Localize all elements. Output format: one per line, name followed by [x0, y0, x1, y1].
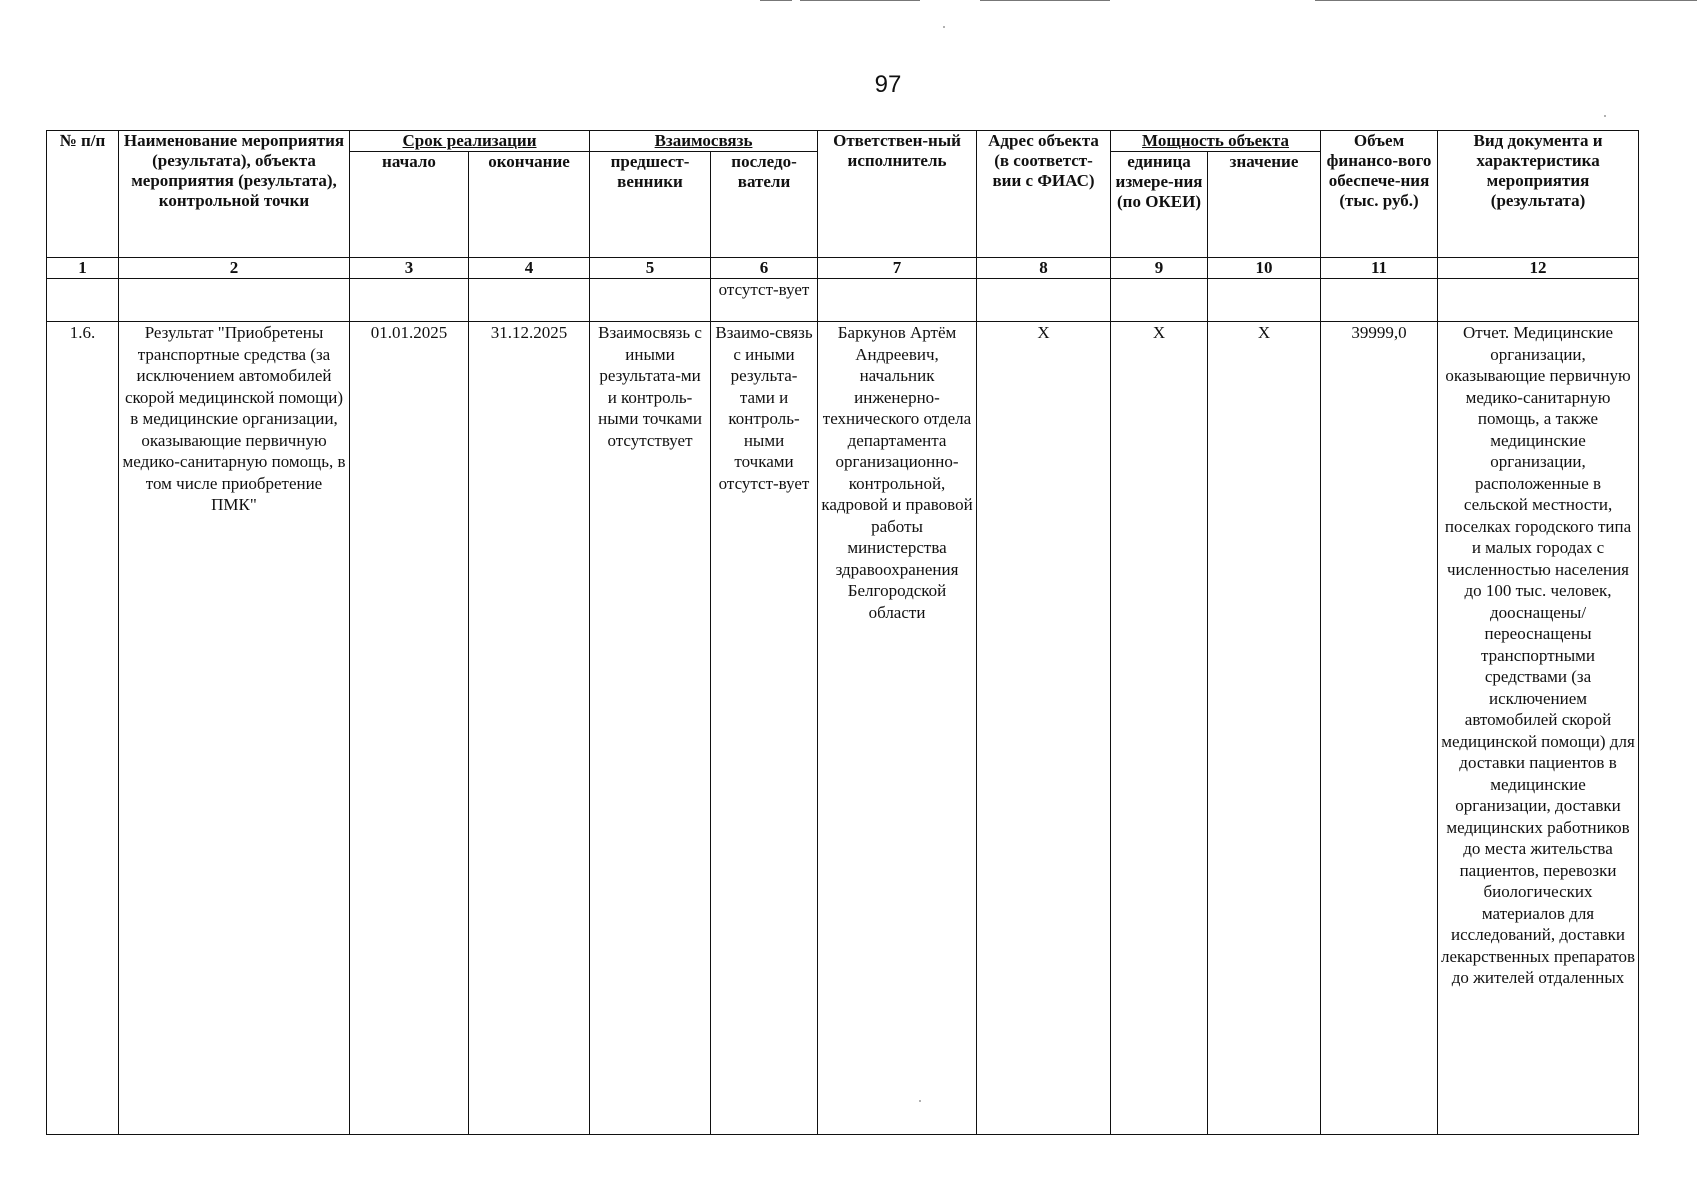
scan-top-rule [980, 0, 1110, 1]
column-number: 3 [350, 258, 469, 279]
cell-address: X [977, 322, 1111, 1135]
column-number: 7 [818, 258, 977, 279]
column-number: 8 [977, 258, 1111, 279]
header-term-start: начало [350, 152, 469, 258]
header-finance: Объем финансо-вого обеспече-ния (тыс. руб.) [1321, 131, 1438, 258]
header-name: Наименование мероприятия (результата), объекта мероприятия (результата), контрольной точки [119, 131, 350, 258]
cell-start: 01.01.2025 [350, 322, 469, 1135]
header-link-group: Взаимосвязь [590, 131, 818, 152]
column-number: 6 [711, 258, 818, 279]
column-number: 12 [1438, 258, 1639, 279]
cell-empty [590, 279, 711, 322]
scan-speck [943, 26, 945, 28]
cell-empty [1321, 279, 1438, 322]
cell-link-prev: Взаимосвязь с иными результата-ми и контроль-ными точками отсутствует [590, 322, 711, 1135]
cell-finance: 39999,0 [1321, 322, 1438, 1135]
column-number: 5 [590, 258, 711, 279]
scan-top-rule [800, 0, 920, 1]
cell-empty [1208, 279, 1321, 322]
page-number: 97 [874, 71, 902, 98]
cell-empty [119, 279, 350, 322]
cell-empty [1111, 279, 1208, 322]
header-responsible: Ответствен-ный исполнитель [818, 131, 977, 258]
cell-end: 31.12.2025 [469, 322, 590, 1135]
header-link-prev: предшест-венники [590, 152, 711, 258]
column-number: 10 [1208, 258, 1321, 279]
cell-empty [818, 279, 977, 322]
column-number-row [47, 258, 1639, 279]
column-number: 11 [1321, 258, 1438, 279]
table-row [47, 322, 1639, 1135]
header-doc-type: Вид документа и характеристика мероприятия (результата) [1438, 131, 1639, 258]
cell-empty [1438, 279, 1639, 322]
cell-empty [977, 279, 1111, 322]
scan-speck [1604, 115, 1606, 117]
activity-table [46, 130, 1639, 1135]
header-address: Адрес объекта (в соответст-вии с ФИАС) [977, 131, 1111, 258]
cell-name: Результат "Приобретены транспортные средства (за исключением автомобилей скорой медицинской помощи) в медицинские организации, оказывающие первичную медико-санитарную помощь, в том числе приобретение ПМК" [119, 322, 350, 1135]
header-capacity-value: значение [1208, 152, 1321, 258]
cell-doc-type: Отчет. Медицинские организации, оказывающие первичную медико-санитарную помощь, а также медицинские организации, расположенные в сельской местности, поселках городского типа и малых городах с численностью населения до 100 тыс. человек, дооснащены/ переоснащены транспортными средствами (за исключением автомобилей скорой медицинской помощи) для доставки пациентов в медицинские организации, доставки медицинских работников до места жительства пациентов, перевозки биологических материалов для исследований, доставки лекарственных препаратов до жителей отдаленных [1438, 322, 1639, 1135]
header-capacity-unit: единица измере-ния (по ОКЕИ) [1111, 152, 1208, 258]
header-term-group: Срок реализации [350, 131, 590, 152]
cell-responsible: Баркунов Артём Андреевич, начальник инженерно-технического отдела департамента организационно-контрольной, кадровой и правовой работы министерства здравоохранения Белгородской области [818, 322, 977, 1135]
cell-link-next: Взаимо-связь с иными результа-тами и контроль-ными точками отсутст-вует [711, 322, 818, 1135]
scan-top-rule [1315, 0, 1697, 1]
column-number: 4 [469, 258, 590, 279]
cell-link-next: отсутст-вует [711, 279, 818, 322]
cell-capacity-unit: X [1111, 322, 1208, 1135]
header-num: № п/п [47, 131, 119, 258]
cell-capacity-value: X [1208, 322, 1321, 1135]
header-capacity-group: Мощность объекта [1111, 131, 1321, 152]
cell-empty [47, 279, 119, 322]
table-row-continuation [47, 279, 1639, 322]
header-term-end: окончание [469, 152, 590, 258]
cell-num: 1.6. [47, 322, 119, 1135]
column-number: 2 [119, 258, 350, 279]
column-number: 9 [1111, 258, 1208, 279]
column-number: 1 [47, 258, 119, 279]
cell-empty [469, 279, 590, 322]
table-header-row [47, 131, 1639, 152]
scan-top-rule [760, 0, 792, 1]
header-link-next: последо-ватели [711, 152, 818, 258]
cell-empty [350, 279, 469, 322]
